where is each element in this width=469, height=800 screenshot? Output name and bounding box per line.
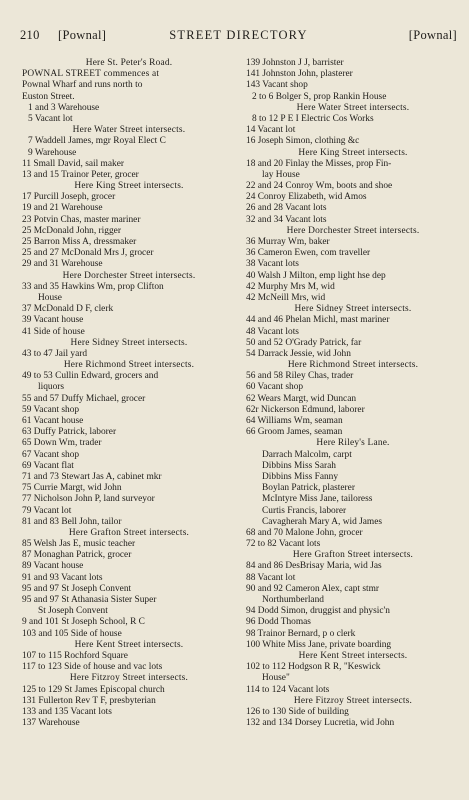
directory-entry: 59 Vacant shop xyxy=(22,404,80,415)
directory-entry: 77 Nicholson John P, land surveyor xyxy=(22,494,155,505)
directory-entry: lay House xyxy=(262,169,300,180)
directory-entry: 114 to 124 Vacant lots xyxy=(246,684,330,695)
directory-entry: 131 Fullerton Rev T F, presbyterian xyxy=(22,695,156,706)
directory-entry: 141 Johnston John, plasterer xyxy=(246,69,353,80)
directory-entry: 44 and 46 Phelan Michl, mast mariner xyxy=(246,315,390,326)
directory-entry: 56 and 58 Riley Chas, trader xyxy=(246,371,354,382)
directory-entry: 69 Vacant flat xyxy=(22,460,74,471)
intersection-heading: Here Kent Street intersects. xyxy=(298,650,408,661)
directory-entry: 89 Vacant house xyxy=(22,561,84,572)
directory-entry: 85 Welsh Jas E, music teacher xyxy=(22,539,136,550)
directory-entry: 132 and 134 Dorsey Lucretia, wid John xyxy=(246,718,395,729)
directory-entry: 24 Conroy Elizabeth, wid Amos xyxy=(246,192,367,203)
right-column xyxy=(246,58,460,729)
directory-entry: 143 Vacant shop xyxy=(246,80,308,91)
directory-entry: 91 and 93 Vacant lots xyxy=(22,572,103,583)
directory-entry: 87 Monaghan Patrick, grocer xyxy=(22,550,132,561)
directory-entry: St Joseph Convent xyxy=(38,606,108,617)
directory-entry: 126 to 130 Side of building xyxy=(246,706,349,717)
directory-entry: Curtis Francis, laborer xyxy=(262,505,347,516)
directory-entry: 61 Vacant house xyxy=(22,416,84,426)
directory-entry: 88 Vacant lot xyxy=(246,572,296,583)
directory-entry: 94 Dodd Simon, druggist and physic'n xyxy=(246,606,390,617)
directory-entry: 98 Trainor Bernard, p o clerk xyxy=(246,628,356,639)
directory-entry: 29 and 31 Warehouse xyxy=(22,259,103,270)
directory-entry: 133 and 135 Vacant lots xyxy=(22,706,112,717)
directory-entry: 95 and 97 St Joseph Convent xyxy=(22,583,132,594)
directory-entry: 1 and 3 Warehouse xyxy=(28,102,100,113)
directory-entry: 60 Vacant shop xyxy=(246,382,304,393)
directory-entry: House xyxy=(38,292,62,303)
directory-entry: 125 to 129 St James Episcopal church xyxy=(22,684,165,695)
directory-entry: 9 and 101 St Joseph School, R C xyxy=(22,617,145,628)
header-left-label: [Pownal] xyxy=(58,28,107,42)
intersection-heading: Here King Street intersects. xyxy=(74,181,184,192)
directory-entry: 43 to 47 Jail yard xyxy=(22,348,88,359)
intersection-heading: Here Riley's Lane. xyxy=(316,438,390,449)
directory-entry: Pownal Wharf and runs north to xyxy=(22,80,143,91)
directory-entry: 62 Wears Margt, wid Duncan xyxy=(246,393,357,404)
intersection-heading: Here Water Street intersects. xyxy=(296,102,410,113)
intersection-heading: Here Grafton Street intersects. xyxy=(68,527,190,538)
directory-entry: 64 Williams Wm, seaman xyxy=(246,416,343,426)
directory-entry: 26 and 28 Vacant lots xyxy=(246,203,327,214)
directory-entry: 117 to 123 Side of house and vac lots xyxy=(22,662,163,673)
intersection-heading: Here Kent Street intersects. xyxy=(74,639,184,650)
intersection-heading: Here Richmond Street intersects. xyxy=(63,360,195,371)
directory-entry: 16 Joseph Simon, clothing &c xyxy=(246,136,360,147)
intersection-heading: Here Richmond Street intersects. xyxy=(287,360,419,371)
directory-entry: 39 Vacant house xyxy=(22,315,84,326)
directory-entry: 81 and 83 Bell John, tailor xyxy=(22,516,122,527)
directory-entry: Boylan Patrick, plasterer xyxy=(262,483,355,494)
directory-entry: McIntyre Miss Jane, tailoress xyxy=(262,494,373,505)
directory-entry: 48 Vacant lots xyxy=(246,326,299,337)
directory-entry: 5 Vacant lot xyxy=(28,113,73,124)
directory-entry: 100 White Miss Jane, private boarding xyxy=(246,639,392,650)
directory-entry: 25 McDonald John, rigger xyxy=(22,225,121,236)
directory-entry: 107 to 115 Rochford Square xyxy=(22,650,128,661)
directory-entry: 50 and 52 O'Grady Patrick, far xyxy=(246,337,362,348)
directory-entry: 72 to 82 Vacant lots xyxy=(246,539,321,550)
intersection-heading: Here Grafton Street intersects. xyxy=(292,550,414,561)
directory-entry: 22 and 24 Conroy Wm, boots and shoe xyxy=(246,181,393,192)
directory-entry: 95 and 97 St Athanasia Sister Super xyxy=(22,595,157,605)
directory-entry: 66 Groom James, seaman xyxy=(246,427,343,438)
intersection-heading: Here Dorchester Street intersects. xyxy=(286,225,420,236)
directory-entry: 13 and 15 Trainor Peter, grocer xyxy=(22,169,139,180)
directory-entry: Northumberland xyxy=(262,595,324,605)
directory-entry: 79 Vacant lot xyxy=(22,505,72,516)
directory-entry: 9 Warehouse xyxy=(28,147,77,158)
directory-entry: Dibbins Miss Sarah xyxy=(262,460,336,471)
directory-entry: 103 and 105 Side of house xyxy=(22,628,122,639)
directory-entry: 36 Murray Wm, baker xyxy=(246,237,330,247)
directory-entry: 41 Side of house xyxy=(22,326,85,337)
directory-entry: Darrach Malcolm, carpt xyxy=(262,449,352,460)
directory-entry: 38 Vacant lots xyxy=(246,259,299,270)
directory-entry: Dibbins Miss Fanny xyxy=(262,471,339,482)
header-right-label: [Pownal] xyxy=(408,28,457,42)
directory-entry: House" xyxy=(262,673,290,684)
directory-entry: 139 Johnston J J, barrister xyxy=(246,58,344,68)
directory-entry: 7 Waddell James, mgr Royal Elect C xyxy=(28,136,166,147)
directory-entry: 96 Dodd Thomas xyxy=(246,617,311,628)
directory-entry: 42 McNeill Mrs, wid xyxy=(246,292,326,303)
directory-entry: 49 to 53 Cullin Edward, grocers and xyxy=(22,371,159,382)
directory-entry: 65 Down Wm, trader xyxy=(22,438,102,449)
directory-entry: 18 and 20 Finlay the Misses, prop Fin- xyxy=(246,158,392,169)
directory-entry: 8 to 12 P E I Electric Cos Works xyxy=(252,113,374,124)
directory-entry: 137 Warehouse xyxy=(22,718,80,729)
directory-entry: 54 Darrack Jessie, wid John xyxy=(246,348,351,359)
directory-entry: 90 and 92 Cameron Alex, capt stmr xyxy=(246,583,380,594)
directory-entry: 62r Nickerson Edmund, laborer xyxy=(246,404,365,415)
intersection-heading: Here St. Peter's Road. xyxy=(85,58,173,68)
directory-entry: 32 and 34 Vacant lots xyxy=(246,214,327,225)
directory-entry: 71 and 73 Stewart Jas A, cabinet mkr xyxy=(22,471,162,482)
intersection-heading: Here Water Street intersects. xyxy=(72,125,186,136)
directory-entry: 84 and 86 DesBrisay Maria, wid Jas xyxy=(246,561,382,572)
directory-entry: 19 and 21 Warehouse xyxy=(22,203,103,214)
directory-entry: 55 and 57 Duffy Michael, grocer xyxy=(22,393,146,404)
intersection-heading: Here Sidney Street intersects. xyxy=(294,304,412,315)
directory-entry: 42 Murphy Mrs M, wid xyxy=(246,281,335,292)
directory-entry: 14 Vacant lot xyxy=(246,125,296,136)
intersection-heading: Here Fitzroy Street intersects. xyxy=(293,695,413,706)
directory-entry: 23 Potvin Chas, master mariner xyxy=(22,214,141,225)
directory-entry: Euston Street. xyxy=(22,91,75,102)
intersection-heading: Here Fitzroy Street intersects. xyxy=(69,673,189,684)
directory-entry: 11 Small David, sail maker xyxy=(22,158,124,169)
directory-entry: 36 Cameron Ewen, com traveller xyxy=(246,248,371,259)
directory-entry: 25 and 27 McDonald Mrs J, grocer xyxy=(22,248,154,259)
page-title: STREET DIRECTORY xyxy=(169,28,308,42)
directory-entry: 102 to 112 Hodgson R R, "Keswick xyxy=(246,662,381,673)
directory-entry: 37 McDonald D F, clerk xyxy=(22,304,114,315)
intersection-heading: Here Sidney Street intersects. xyxy=(70,337,188,348)
directory-entry: 2 to 6 Bolger S, prop Rankin House xyxy=(252,91,387,102)
directory-entry: Cavagherah Mary A, wid James xyxy=(262,516,383,527)
directory-entry: 25 Barron Miss A, dressmaker xyxy=(22,237,137,247)
directory-entry: 75 Currie Margt, wid John xyxy=(22,483,122,494)
directory-entry: 40 Walsh J Milton, emp light hse dep xyxy=(246,270,386,281)
left-column xyxy=(22,58,236,729)
directory-entry: 68 and 70 Malone John, grocer xyxy=(246,527,363,538)
page-header xyxy=(20,28,457,46)
directory-entry: 67 Vacant shop xyxy=(22,449,80,460)
intersection-heading: Here Dorchester Street intersects. xyxy=(62,270,196,281)
intersection-heading: Here King Street intersects. xyxy=(298,147,408,158)
directory-entry: 17 Purcill Joseph, grocer xyxy=(22,192,116,203)
directory-entry: liquors xyxy=(38,382,65,393)
directory-entry: 33 and 35 Hawkins Wm, prop Clifton xyxy=(22,281,164,292)
street-description: POWNAL STREET commences at xyxy=(22,69,160,80)
directory-entry: 63 Duffy Patrick, laborer xyxy=(22,427,117,438)
page-number: 210 xyxy=(20,28,40,42)
